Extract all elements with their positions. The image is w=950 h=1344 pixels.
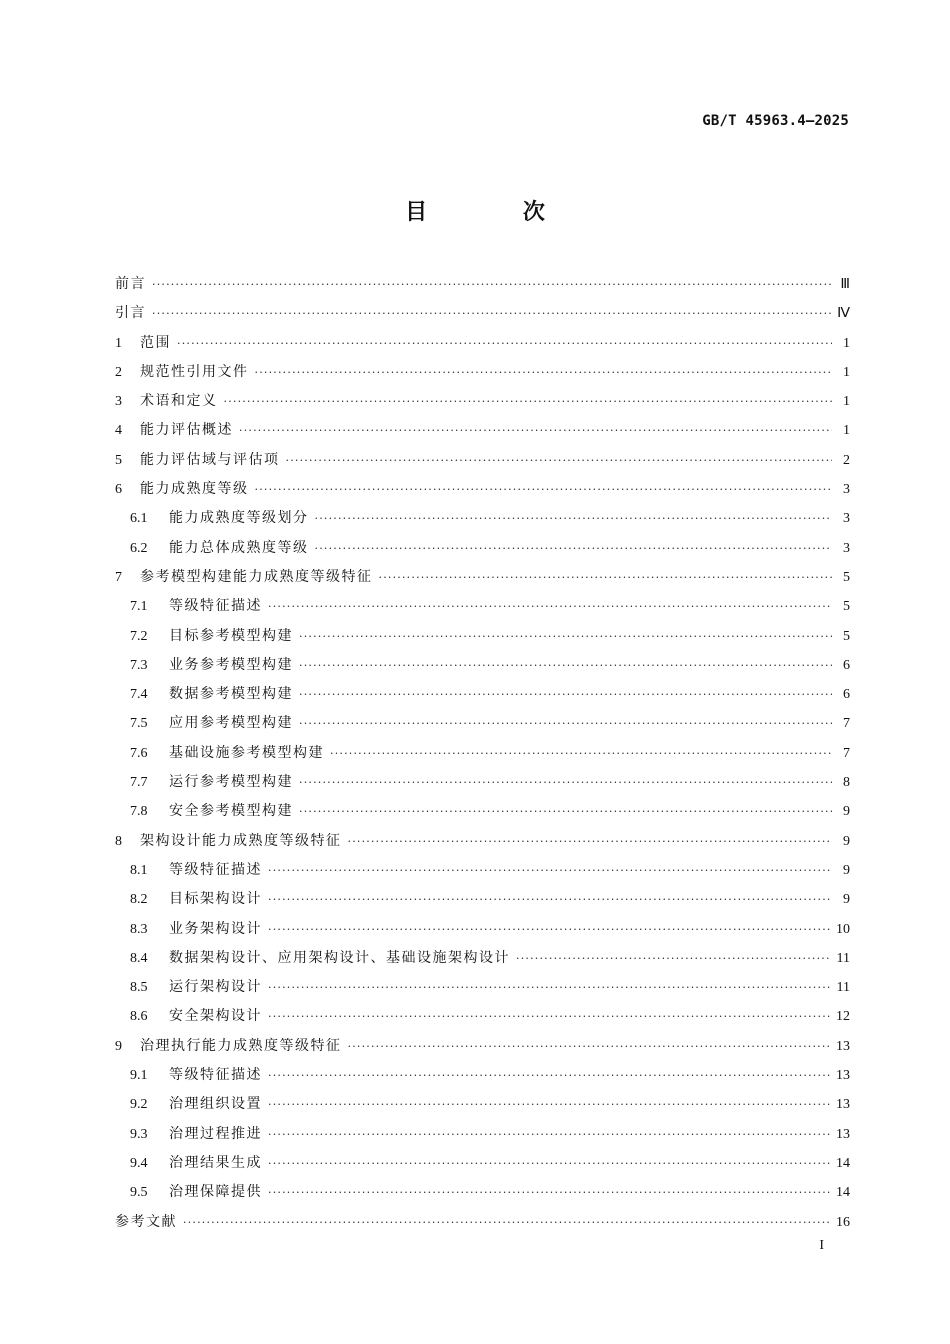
toc-entry-title: 运行参考模型构建 [169, 774, 293, 791]
toc-entry-number: 9 [115, 1038, 122, 1054]
toc-entry[interactable] [115, 1090, 850, 1119]
toc-dot-leader [152, 299, 831, 328]
toc-entry-number: 7.7 [130, 775, 148, 791]
toc-dot-leader [348, 1032, 831, 1061]
toc-entry[interactable] [115, 1002, 850, 1031]
toc-entry[interactable] [115, 680, 850, 709]
toc-entry-title: 引言 [115, 305, 146, 322]
toc-dot-leader [268, 1061, 830, 1090]
toc-entry[interactable] [115, 504, 850, 533]
toc-dot-leader [268, 1149, 830, 1178]
toc-entry-page: 9 [843, 892, 850, 908]
toc-entry-title: 能力成熟度等级划分 [169, 510, 309, 527]
toc-dot-leader [239, 416, 832, 445]
toc-entry-number: 8 [115, 833, 122, 849]
toc-entry-title: 目标架构设计 [169, 891, 262, 908]
toc-entry-page: 7 [843, 716, 850, 732]
toc-entry-number: 9.5 [130, 1185, 148, 1201]
toc-entry-number: 6.2 [130, 540, 148, 556]
toc-entry-title: 等级特征描述 [169, 1067, 262, 1084]
toc-entry-page: 1 [843, 335, 850, 351]
toc-dot-leader [255, 475, 833, 504]
toc-entry-page: 6 [843, 687, 850, 703]
toc-dot-leader [268, 1178, 830, 1207]
toc-entry-title: 术语和定义 [140, 393, 218, 410]
toc-entry-number: 7.3 [130, 657, 148, 673]
toc-entry-number: 7.4 [130, 687, 148, 703]
toc-entry-number: 8.1 [130, 862, 148, 878]
toc-entry[interactable] [115, 827, 850, 856]
toc-entry-number: 8.2 [130, 892, 148, 908]
toc-dot-leader [268, 856, 832, 885]
toc-entry[interactable] [115, 270, 850, 299]
toc-entry-page: 14 [836, 1185, 850, 1201]
toc-entry-title: 数据架构设计、应用架构设计、基础设施架构设计 [169, 949, 510, 966]
toc-entry-page: 6 [843, 657, 850, 673]
toc-entry[interactable] [115, 446, 850, 475]
toc-dot-leader [516, 944, 831, 973]
toc-entry[interactable] [115, 622, 850, 651]
toc-dot-leader [315, 534, 833, 563]
toc-entry-page: 7 [843, 745, 850, 761]
toc-entry-page: 11 [836, 950, 850, 966]
toc-entry-title: 应用参考模型构建 [169, 715, 293, 732]
toc-dot-leader [255, 358, 833, 387]
toc-entry[interactable] [115, 563, 850, 592]
toc-entry[interactable] [115, 651, 850, 680]
toc-entry-page: Ⅳ [837, 306, 850, 322]
toc-entry[interactable] [115, 1061, 850, 1090]
toc-entry-page: 10 [836, 921, 850, 937]
table-of-contents [115, 270, 850, 1237]
toc-entry-number: 9.1 [130, 1068, 148, 1084]
toc-entry-page: 2 [843, 452, 850, 468]
toc-entry-page: 16 [836, 1214, 850, 1230]
toc-entry-page: 13 [836, 1038, 850, 1054]
toc-entry[interactable] [115, 973, 850, 1002]
toc-dot-leader [299, 768, 832, 797]
toc-entry-page: 9 [843, 862, 850, 878]
toc-entry-number: 9.2 [130, 1097, 148, 1113]
toc-entry[interactable] [115, 709, 850, 738]
toc-dot-leader [348, 827, 833, 856]
toc-entry-number: 3 [115, 394, 122, 410]
toc-entry[interactable] [115, 1149, 850, 1178]
toc-entry-number: 7.2 [130, 628, 148, 644]
toc-entry-title: 参考模型构建能力成熟度等级特征 [140, 568, 373, 585]
toc-entry-page: 13 [836, 1068, 850, 1084]
toc-dot-leader [299, 797, 832, 826]
toc-entry-number: 8.6 [130, 1009, 148, 1025]
toc-dot-leader [177, 329, 832, 358]
toc-entry-title: 安全架构设计 [169, 1008, 262, 1025]
toc-entry[interactable] [115, 592, 850, 621]
toc-entry-number: 8.3 [130, 921, 148, 937]
toc-dot-leader [152, 270, 832, 299]
toc-dot-leader [224, 387, 833, 416]
page-title: 目 次 [405, 200, 589, 225]
toc-entry-page: 3 [843, 511, 850, 527]
toc-entry-title: 治理执行能力成熟度等级特征 [140, 1037, 342, 1054]
toc-dot-leader [268, 1090, 830, 1119]
toc-entry-page: 5 [843, 569, 850, 585]
toc-entry-title: 业务架构设计 [169, 920, 262, 937]
toc-entry-number: 8.4 [130, 950, 148, 966]
toc-dot-leader [183, 1208, 830, 1237]
toc-dot-leader [268, 1120, 830, 1149]
toc-entry[interactable] [115, 768, 850, 797]
toc-entry[interactable] [115, 534, 850, 563]
toc-dot-leader [330, 739, 832, 768]
toc-entry-page: Ⅲ [840, 277, 850, 292]
toc-entry-title: 等级特征描述 [169, 861, 262, 878]
toc-entry-title: 规范性引用文件 [140, 363, 249, 380]
toc-entry-page: 11 [836, 980, 850, 996]
toc-entry-number: 8.5 [130, 980, 148, 996]
toc-entry-title: 业务参考模型构建 [169, 656, 293, 673]
toc-entry-number: 6 [115, 482, 122, 498]
toc-entry[interactable] [115, 1208, 850, 1237]
toc-entry[interactable] [115, 1178, 850, 1207]
toc-entry-number: 7.8 [130, 804, 148, 820]
toc-entry-title: 范围 [140, 334, 171, 351]
toc-entry[interactable] [115, 387, 850, 416]
toc-dot-leader [299, 680, 832, 709]
toc-entry-number: 6.1 [130, 511, 148, 527]
toc-entry-page: 5 [843, 599, 850, 615]
toc-entry[interactable] [115, 739, 850, 768]
toc-entry-page: 12 [836, 1009, 850, 1025]
toc-entry-title: 治理过程推进 [169, 1125, 262, 1142]
toc-entry[interactable] [115, 944, 850, 973]
toc-entry-title: 数据参考模型构建 [169, 686, 293, 703]
toc-entry[interactable] [115, 475, 850, 504]
toc-dot-leader [268, 973, 831, 1002]
toc-entry[interactable] [115, 416, 850, 445]
toc-dot-leader [286, 446, 833, 475]
standard-code: GB/T 45963.4—2025 [702, 113, 849, 129]
toc-entry-number: 7.5 [130, 716, 148, 732]
toc-dot-leader [299, 622, 832, 651]
toc-dot-leader [268, 1002, 830, 1031]
toc-entry-number: 7 [115, 569, 122, 585]
toc-entry[interactable] [115, 358, 850, 387]
toc-entry-title: 基础设施参考模型构建 [169, 744, 324, 761]
toc-entry-title: 治理组织设置 [169, 1096, 262, 1113]
toc-entry-title: 能力评估域与评估项 [140, 451, 280, 468]
toc-dot-leader [299, 709, 832, 738]
toc-entry-title: 前言 [115, 276, 146, 292]
toc-entry-page: 3 [843, 482, 850, 498]
toc-entry-number: 1 [115, 335, 122, 351]
toc-dot-leader [299, 651, 832, 680]
toc-entry-number: 2 [115, 364, 122, 380]
toc-entry-title: 治理结果生成 [169, 1154, 262, 1171]
toc-dot-leader [315, 504, 833, 533]
toc-entry-page: 14 [836, 1155, 850, 1171]
toc-entry[interactable] [115, 797, 850, 826]
toc-entry-page: 1 [843, 423, 850, 439]
toc-entry-number: 9.3 [130, 1126, 148, 1142]
toc-entry-number: 7.1 [130, 599, 148, 615]
toc-entry-title: 参考文献 [115, 1213, 177, 1230]
page-number: I [819, 1238, 824, 1253]
toc-entry-number: 7.6 [130, 745, 148, 761]
toc-dot-leader [268, 915, 830, 944]
toc-entry-title: 能力总体成熟度等级 [169, 539, 309, 556]
toc-dot-leader [379, 563, 833, 592]
toc-entry-title: 架构设计能力成熟度等级特征 [140, 832, 342, 849]
toc-entry-page: 9 [843, 804, 850, 820]
toc-dot-leader [268, 885, 832, 914]
toc-entry-number: 5 [115, 452, 122, 468]
toc-entry[interactable] [115, 885, 850, 914]
toc-entry-title: 目标参考模型构建 [169, 627, 293, 644]
toc-entry-page: 1 [843, 394, 850, 410]
toc-entry-title: 等级特征描述 [169, 598, 262, 615]
toc-entry-page: 5 [843, 628, 850, 644]
toc-entry-title: 治理保障提供 [169, 1184, 262, 1201]
toc-entry-title: 能力成熟度等级 [140, 481, 249, 498]
toc-entry-number: 9.4 [130, 1155, 148, 1171]
toc-entry-page: 13 [836, 1126, 850, 1142]
toc-entry-title: 能力评估概述 [140, 422, 233, 439]
toc-entry-page: 13 [836, 1097, 850, 1113]
toc-entry[interactable] [115, 915, 850, 944]
toc-entry[interactable] [115, 1120, 850, 1149]
toc-entry-number: 4 [115, 423, 122, 439]
toc-entry[interactable] [115, 856, 850, 885]
toc-entry[interactable] [115, 1032, 850, 1061]
toc-entry-page: 9 [843, 833, 850, 849]
toc-dot-leader [268, 592, 832, 621]
toc-entry[interactable] [115, 329, 850, 358]
toc-entry[interactable] [115, 299, 850, 328]
toc-entry-title: 安全参考模型构建 [169, 803, 293, 820]
toc-entry-page: 8 [843, 775, 850, 791]
toc-entry-page: 1 [843, 364, 850, 380]
toc-entry-title: 运行架构设计 [169, 979, 262, 996]
toc-entry-page: 3 [843, 540, 850, 556]
